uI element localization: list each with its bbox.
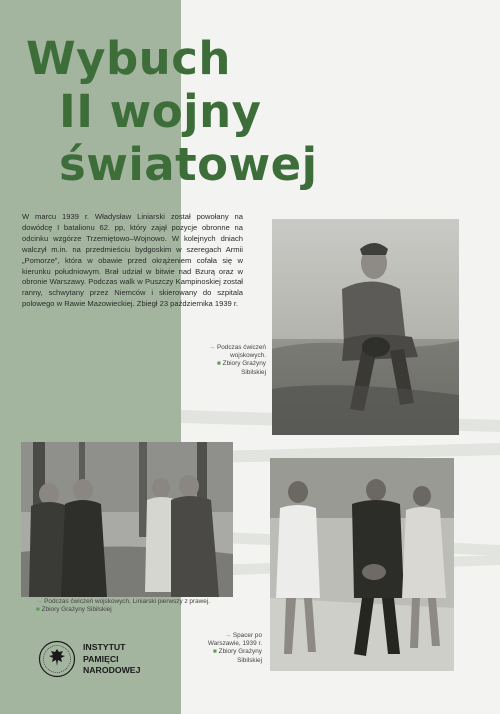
photo-walk-warsaw	[270, 458, 454, 671]
ipn-logo	[38, 640, 218, 680]
eagle-emblem-icon	[38, 640, 76, 678]
caption-photo-1-source: Zbiory Grażyny Sibilskiej	[222, 360, 266, 376]
arrow-right-icon: →	[36, 598, 43, 605]
camera-icon: ■	[217, 360, 221, 368]
institution-name	[83, 642, 140, 677]
institution-line-3: NARODOWEJ	[83, 665, 141, 675]
title-line-3: światowej	[59, 138, 318, 191]
arrow-right-icon: →	[208, 344, 216, 351]
photo-soldier-field	[272, 219, 459, 435]
caption-photo-2-source: Zbiory Grażyny Sibilskiej	[41, 606, 112, 614]
title-line-2: II wojny	[59, 85, 262, 138]
page-title	[26, 32, 318, 191]
caption-photo-3-text: Spacer po Warszawie, 1939 r.	[207, 632, 262, 648]
arrow-right-icon: →	[224, 632, 232, 639]
body-paragraph: W marcu 1939 r. Władysław Liniarski został powołany na dowódcę I batalionu 62. pp, który zajął pozycje obronne na odcinku wzgórze Trzemiętowo–Wojnowo. W kolejnych dniach walczył m.in. na przedmieściu bydgoskim w szeregach Armii „Pomorze”, która w obawie przed okrążeniem cofała się w kierunku południowym. Brał udział w bitwie nad Bzurą oraz w obronie Warszawy. Podczas walk w Puszczy Kampinoskiej został ranny, schwytany przez Niemców i skierowany do szpitala polowego w Rawie Mazowieckiej. Zbiegł 23 października 1939 r.	[22, 212, 243, 309]
camera-icon: ■	[213, 648, 217, 656]
caption-photo-1	[196, 344, 266, 377]
camera-icon: ■	[36, 606, 40, 614]
caption-photo-1-text: Podczas ćwiczeń wojskowych.	[216, 344, 266, 360]
caption-photo-2-text: Podczas ćwiczeń wojskowych, Liniarski pierwszy z prawej.	[44, 598, 211, 605]
photo-soldiers-forest	[21, 442, 233, 597]
institution-line-1: INSTYTUT	[83, 642, 126, 652]
caption-photo-2	[36, 598, 246, 614]
title-line-1: Wybuch	[26, 32, 231, 85]
caption-photo-3-source: Zbiory Grażyny Sibilskiej	[218, 648, 262, 664]
institution-line-2: PAMIĘCI	[83, 653, 119, 664]
